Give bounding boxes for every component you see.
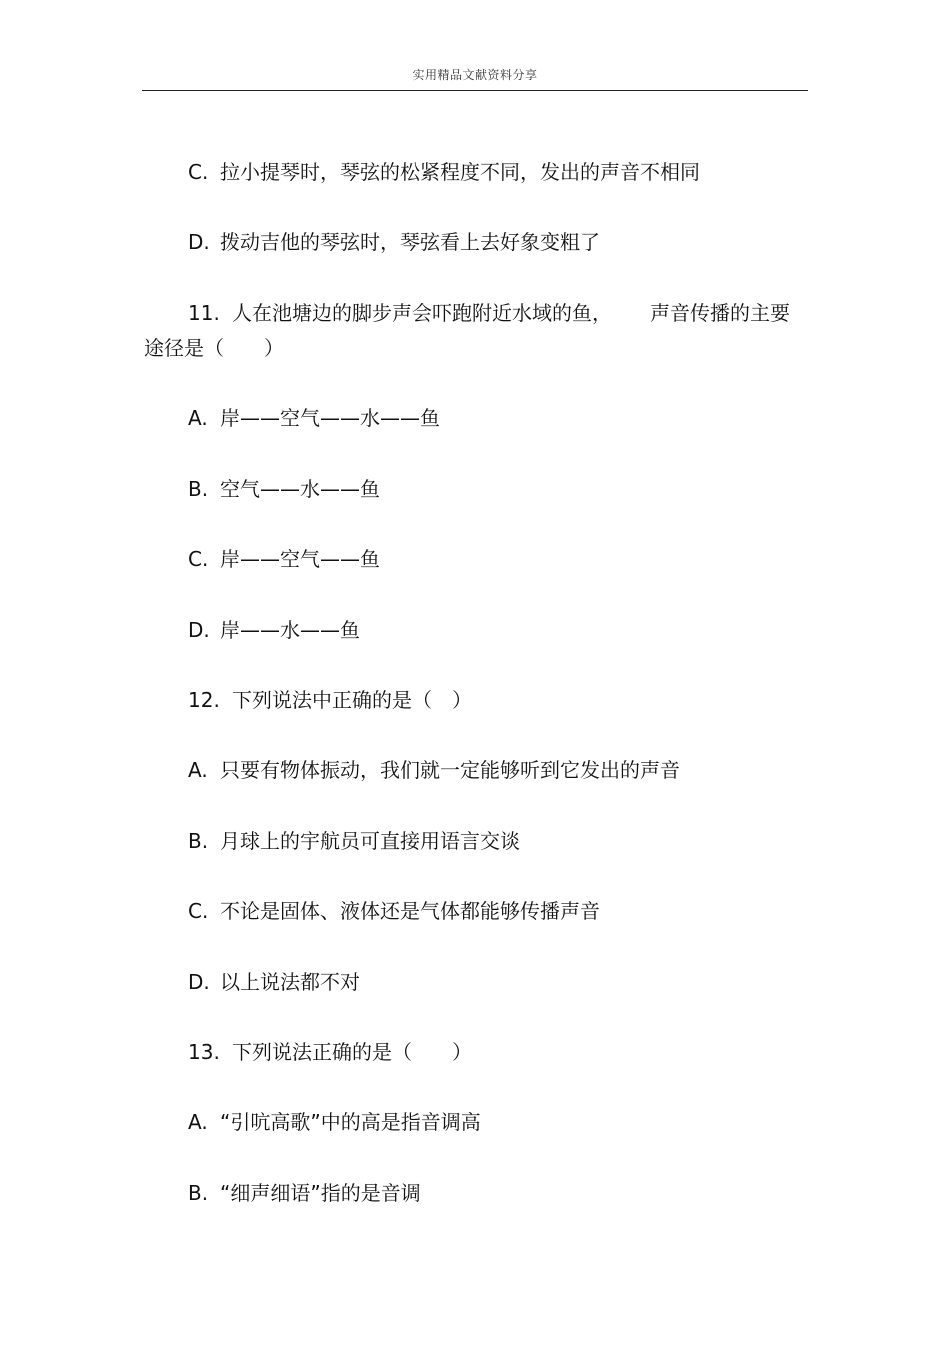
page-header: 实用精品文献资料分享 xyxy=(412,68,538,82)
option-text: 月球上的宇航员可直接用语言交谈 xyxy=(220,829,520,853)
question-11 xyxy=(188,301,790,325)
header-divider xyxy=(142,90,808,91)
option-letter: B. xyxy=(188,829,209,853)
option-letter: C. xyxy=(188,160,209,184)
option-letter: B. xyxy=(188,1181,209,1205)
question-number: 13. xyxy=(188,1040,220,1064)
option-a-q12 xyxy=(188,758,680,782)
option-d-q11 xyxy=(188,618,360,642)
option-text: 岸——水——鱼 xyxy=(220,618,360,642)
option-b-q11 xyxy=(188,477,380,501)
question-text: 下列说法中正确的是（ ） xyxy=(232,688,472,712)
option-letter: D. xyxy=(188,230,210,254)
option-b-q12 xyxy=(188,829,520,853)
option-letter: C. xyxy=(188,899,209,923)
option-letter: D. xyxy=(188,618,210,642)
question-11-wrap: 途径是（ ） xyxy=(144,336,284,360)
option-text: 空气——水——鱼 xyxy=(220,477,380,501)
option-text: 拨动吉他的琴弦时，琴弦看上去好象变粗了 xyxy=(220,230,600,254)
option-a-q13 xyxy=(188,1110,481,1134)
option-text: 不论是固体、液体还是气体都能够传播声音 xyxy=(220,899,600,923)
option-d-q12 xyxy=(188,970,360,994)
question-text: 人在池塘边的脚步声会吓跑附近水域的鱼， xyxy=(232,301,612,325)
option-text: 只要有物体振动，我们就一定能够听到它发出的声音 xyxy=(220,758,680,782)
option-b-q13 xyxy=(188,1181,421,1205)
option-text: 拉小提琴时，琴弦的松紧程度不同，发出的声音不相同 xyxy=(220,160,700,184)
option-text: 以上说法都不对 xyxy=(220,970,360,994)
question-number: 12. xyxy=(188,688,220,712)
option-c-q12 xyxy=(188,899,600,923)
option-text: 岸——空气——水——鱼 xyxy=(220,406,440,430)
option-d-q10 xyxy=(188,230,600,254)
question-text: 下列说法正确的是（ ） xyxy=(232,1040,472,1064)
option-text: 岸——空气——鱼 xyxy=(220,547,380,571)
option-letter: A. xyxy=(188,1110,208,1134)
option-text: “细声细语”指的是音调 xyxy=(220,1181,421,1205)
question-text-continued: 声音传播的主要 xyxy=(650,301,790,325)
option-text: “引吭高歌”中的高是指音调高 xyxy=(220,1110,481,1134)
question-13 xyxy=(188,1040,472,1064)
option-letter: C. xyxy=(188,547,209,571)
option-c-q11 xyxy=(188,547,380,571)
option-letter: A. xyxy=(188,758,208,782)
option-letter: D. xyxy=(188,970,210,994)
option-a-q11 xyxy=(188,406,440,430)
option-letter: A. xyxy=(188,406,208,430)
question-number: 11. xyxy=(188,301,220,325)
question-12 xyxy=(188,688,472,712)
option-letter: B. xyxy=(188,477,209,501)
option-c-q10 xyxy=(188,160,700,184)
